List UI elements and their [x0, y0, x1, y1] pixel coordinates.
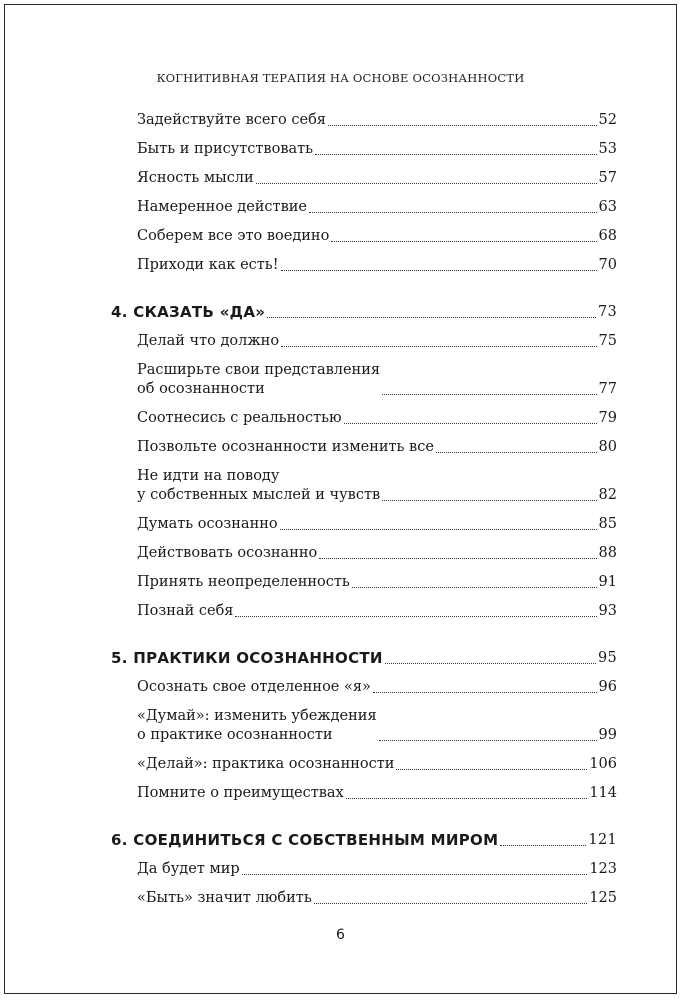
toc-entry-title: Думать осознанно: [137, 516, 278, 532]
chapter-gap: [111, 803, 617, 821]
toc-entry-title: Соберем все это воедино: [137, 228, 330, 244]
toc-entry-title: Намеренное действие: [137, 199, 307, 215]
toc-chapter-entry: [111, 293, 617, 322]
toc-entry-page: 95: [597, 650, 617, 666]
toc-entry-page: 99: [598, 727, 617, 743]
dot-leader: [346, 798, 588, 799]
table-of-contents: [111, 101, 617, 908]
toc-entry-page: 82: [598, 487, 617, 503]
toc-entry-title: Делай что должно: [137, 333, 280, 349]
toc-entry: [111, 774, 617, 803]
toc-entry-page: 114: [589, 785, 617, 801]
chapter-gap: [111, 275, 617, 293]
dot-leader: [500, 845, 586, 846]
toc-entry: [111, 351, 617, 399]
dot-leader: [242, 874, 588, 875]
toc-entry: [111, 428, 617, 457]
toc-entry: [111, 850, 617, 879]
toc-entry-page: 73: [597, 304, 617, 320]
toc-chapter-entry: [111, 821, 617, 850]
toc-entry-title: «Думай»: изменить убеждения о практике осознанности: [137, 708, 377, 743]
toc-entry-page: 70: [598, 257, 617, 273]
toc-entry-page: 77: [598, 381, 617, 397]
toc-entry: [111, 534, 617, 563]
toc-entry-page: 57: [598, 170, 617, 186]
toc-entry-title: Расширьте свои представления об осознанности: [137, 362, 381, 397]
dot-leader: [396, 769, 587, 770]
dot-leader: [352, 587, 597, 588]
toc-entry: [111, 745, 617, 774]
page-number: 6: [336, 927, 345, 943]
toc-entry: [111, 399, 617, 428]
dot-leader: [256, 183, 597, 184]
toc-entry-page: 88: [598, 545, 617, 561]
dot-leader: [280, 529, 597, 530]
toc-entry: [111, 879, 617, 908]
toc-entry-page: 93: [598, 603, 617, 619]
toc-entry: [111, 130, 617, 159]
toc-chapter-entry: [111, 639, 617, 668]
toc-entry-page: 80: [598, 439, 617, 455]
dot-leader: [315, 154, 597, 155]
dot-leader: [314, 903, 588, 904]
toc-entry-title: Осознать свое отделенное «я»: [137, 679, 371, 695]
toc-entry-title: Действовать осознанно: [137, 545, 318, 561]
dot-leader: [385, 663, 596, 664]
toc-entry-title: Позвольте осознанности изменить все: [137, 439, 434, 455]
toc-entry-title: Познай себя: [137, 603, 234, 619]
dot-leader: [281, 346, 596, 347]
dot-leader: [382, 500, 596, 501]
toc-entry-title: Принять неопределенность: [137, 574, 350, 590]
toc-entry: [111, 697, 617, 745]
toc-entry-page: 96: [598, 679, 617, 695]
toc-entry: [111, 246, 617, 275]
dot-leader: [309, 212, 597, 213]
dot-leader: [344, 423, 597, 424]
toc-entry-page: 63: [598, 199, 617, 215]
toc-entry-page: 53: [598, 141, 617, 157]
toc-entry-page: 68: [598, 228, 617, 244]
dot-leader: [319, 558, 596, 559]
toc-entry-title: Не идти на поводу у собственных мыслей и чувств: [137, 468, 381, 503]
toc-entry-page: 123: [589, 861, 617, 877]
dot-leader: [267, 317, 596, 318]
dot-leader: [331, 241, 596, 242]
toc-entry-title: Соотнесись с реальностью: [137, 410, 342, 426]
toc-entry-page: 125: [589, 890, 617, 906]
toc-entry-page: 52: [598, 112, 617, 128]
toc-entry-title: Быть и присутствовать: [137, 141, 314, 157]
toc-entry-page: 79: [598, 410, 617, 426]
chapter-gap: [111, 621, 617, 639]
dot-leader: [436, 452, 597, 453]
toc-entry-title: Приходи как есть!: [137, 257, 279, 273]
toc-entry-title: Ясность мысли: [137, 170, 254, 186]
toc-entry: [111, 322, 617, 351]
dot-leader: [328, 125, 597, 126]
toc-entry-page: 85: [598, 516, 617, 532]
toc-entry-page: 106: [589, 756, 617, 772]
toc-entry-title: 6. СОЕДИНИТЬСЯ С СОБСТВЕННЫМ МИРОМ: [111, 831, 499, 849]
dot-leader: [382, 394, 597, 395]
toc-entry: [111, 101, 617, 130]
running-head: КОГНИТИВНАЯ ТЕРАПИЯ НА ОСНОВЕ ОСОЗНАННОСТИ: [156, 71, 525, 85]
toc-entry-title: «Делай»: практика осознанности: [137, 756, 395, 772]
toc-entry: [111, 159, 617, 188]
dot-leader: [235, 616, 596, 617]
toc-entry-title: Помните о преимуществах: [137, 785, 344, 801]
toc-entry: [111, 457, 617, 505]
toc-entry-title: Задействуйте всего себя: [137, 112, 326, 128]
toc-entry-title: 4. СКАЗАТЬ «ДА»: [111, 303, 266, 321]
toc-entry-title: 5. ПРАКТИКИ ОСОЗНАННОСТИ: [111, 649, 383, 667]
toc-entry-page: 121: [588, 832, 617, 848]
toc-entry: [111, 563, 617, 592]
toc-entry: [111, 592, 617, 621]
dot-leader: [373, 692, 597, 693]
toc-entry: [111, 217, 617, 246]
book-page: [4, 4, 677, 994]
toc-entry-page: 91: [598, 574, 617, 590]
toc-entry-title: Да будет мир: [137, 861, 240, 877]
toc-entry: [111, 505, 617, 534]
toc-entry: [111, 188, 617, 217]
dot-leader: [281, 270, 597, 271]
toc-entry-title: «Быть» значит любить: [137, 890, 312, 906]
toc-entry-page: 75: [598, 333, 617, 349]
dot-leader: [379, 740, 597, 741]
toc-entry: [111, 668, 617, 697]
